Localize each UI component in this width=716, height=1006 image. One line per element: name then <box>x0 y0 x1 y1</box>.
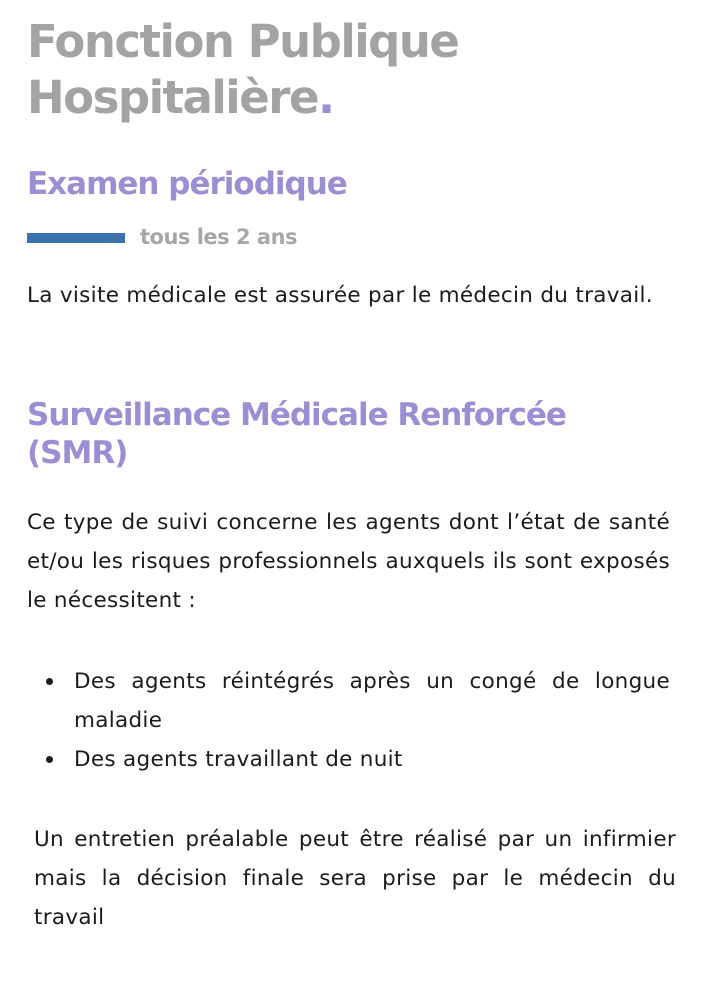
smr-bullet-list <box>27 662 670 779</box>
list-item <box>27 662 670 740</box>
page-title-line2: Hospitalière <box>27 71 318 124</box>
exam-section-title: Examen périodique <box>27 166 347 202</box>
smr-section-title <box>27 396 566 472</box>
page-title <box>27 14 458 126</box>
page-title-dot: . <box>317 71 334 124</box>
list-item <box>27 740 670 779</box>
smr-title-line1: Surveillance Médicale Renforcée <box>27 397 566 433</box>
bullet-dot-icon <box>46 756 53 763</box>
bullet-text: Des agents travaillant de nuit <box>74 747 403 772</box>
smr-note: Un entretien préalable peut être réalisé par un infirmier mais la décision finale sera prise par le médecin du travail <box>34 827 676 930</box>
smr-intro: Ce type de suivi concerne les agents dont l’état de santé et/ou les risques professionnels auxquels ils sont exposés le nécessitent : <box>27 510 670 613</box>
exam-description: La visite médicale est assurée par le médecin du travail. <box>27 283 653 308</box>
page-title-line1: Fonction Publique <box>27 15 459 68</box>
bullet-text: Des agents réintégrés après un congé de longue maladie <box>74 669 670 733</box>
bullet-dot-icon <box>46 678 53 685</box>
exam-frequency: tous les 2 ans <box>140 225 298 249</box>
accent-bar <box>27 233 125 243</box>
smr-title-line2: (SMR) <box>27 435 128 471</box>
